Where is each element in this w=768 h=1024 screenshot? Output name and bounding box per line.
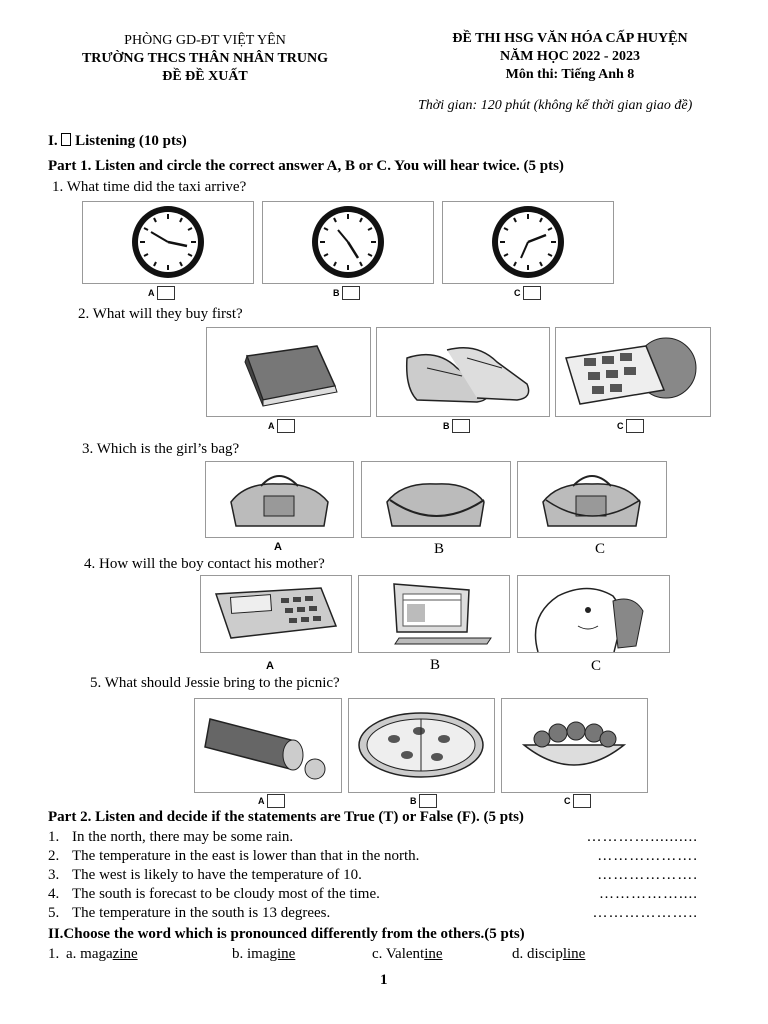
answer-2b[interactable]: B	[443, 419, 470, 433]
statement-3: 3. The west is likely to have the temperature of 10. ……………….	[48, 867, 698, 883]
telephone-call-image	[517, 575, 670, 653]
question-3: 3. Which is the girl’s bag?	[82, 441, 240, 457]
answer-blank-4[interactable]: ……………....	[599, 886, 698, 902]
answer-5a[interactable]: A	[258, 794, 285, 808]
answer-2a[interactable]: A	[268, 419, 295, 433]
dept-name: PHÒNG GD-ĐT VIỆT YÊN	[124, 33, 286, 48]
answer-blank-3[interactable]: ……………….	[597, 867, 698, 883]
magazine-image	[555, 327, 711, 417]
clock-c-image	[442, 201, 614, 284]
statement-2: 2. The temperature in the east is lower than that in the north. ……………….	[48, 848, 698, 864]
answer-1c[interactable]: C	[514, 286, 541, 300]
answer-blank-2[interactable]: ……………….	[597, 848, 698, 864]
page-number: 1	[380, 972, 388, 988]
section1-title: I. Listening (10 pts)	[48, 133, 187, 149]
part1-title: Part 1. Listen and circle the correct answer A, B or C. You will hear twice. (5 pts)	[48, 158, 564, 174]
answer-blank-1[interactable]: …………..........	[586, 829, 698, 845]
answer-5c[interactable]: C	[564, 794, 591, 808]
answer-1b[interactable]: B	[333, 286, 360, 300]
question-4: 4. How will the boy contact his mother?	[84, 556, 325, 572]
part2-title: Part 2. Listen and decide if the statements are True (T) or False (F). (5 pts)	[48, 809, 524, 825]
answer-5b[interactable]: B	[410, 794, 437, 808]
answer-1a[interactable]: A	[148, 286, 175, 300]
question-1: 1. What time did the taxi arrive?	[52, 179, 247, 195]
statement-1: 1. In the north, there may be some rain. …………..........	[48, 829, 698, 845]
time-note: Thời gian: 120 phút (không kể thời gian giao đề)	[418, 98, 693, 113]
bag-a-image	[205, 461, 354, 538]
section2-title: II.Choose the word which is pronounced differently from the others.(5 pts)	[48, 926, 525, 942]
option-d[interactable]: d. discipline	[512, 946, 586, 962]
school-year: NĂM HỌC 2022 - 2023	[500, 49, 640, 64]
answer-3b[interactable]: B	[434, 541, 445, 557]
snack-image	[194, 698, 342, 793]
answer-4b[interactable]: B	[430, 657, 441, 673]
header-right	[400, 30, 740, 84]
question-5: 5. What should Jessie bring to the picnic?	[90, 675, 340, 691]
question-2: 2. What will they buy first?	[78, 306, 243, 322]
header-left	[40, 32, 370, 86]
answer-2c[interactable]: C	[617, 419, 644, 433]
bag-c-image	[517, 461, 667, 538]
computer-image	[358, 575, 510, 653]
option-a[interactable]: a. magazine	[66, 946, 138, 962]
statement-5: 5. The temperature in the south is 13 degrees. ………………..	[48, 905, 698, 921]
answer-blank-5[interactable]: ………………..	[592, 905, 698, 921]
salad-image	[501, 698, 648, 793]
school-name: TRƯỜNG THCS THÂN NHÂN TRUNG	[81, 51, 329, 66]
answer-4a[interactable]: A	[266, 660, 274, 672]
clock-a-image	[82, 201, 254, 284]
answer-4c[interactable]: C	[591, 658, 602, 674]
subject: Môn thi: Tiếng Anh 8	[505, 67, 635, 82]
exam-title: ĐỀ THI HSG VĂN HÓA CẤP HUYỆN	[452, 31, 688, 46]
pizza-image	[348, 698, 495, 793]
answer-3c[interactable]: C	[595, 541, 606, 557]
option-b[interactable]: b. imagine	[232, 946, 296, 962]
bag-b-image	[361, 461, 511, 538]
book-image	[206, 327, 371, 417]
exam-type: ĐỀ ĐỀ XUẤT	[162, 69, 248, 84]
option-c[interactable]: c. Valentine	[372, 946, 443, 962]
phone-image	[200, 575, 352, 653]
statement-4: 4. The south is forecast to be cloudy most of the time. ……………....	[48, 886, 698, 902]
clock-b-image	[262, 201, 434, 284]
answer-3a[interactable]: A	[274, 541, 282, 553]
shoes-image	[376, 327, 550, 417]
section2-q1-number: 1.	[48, 946, 60, 962]
